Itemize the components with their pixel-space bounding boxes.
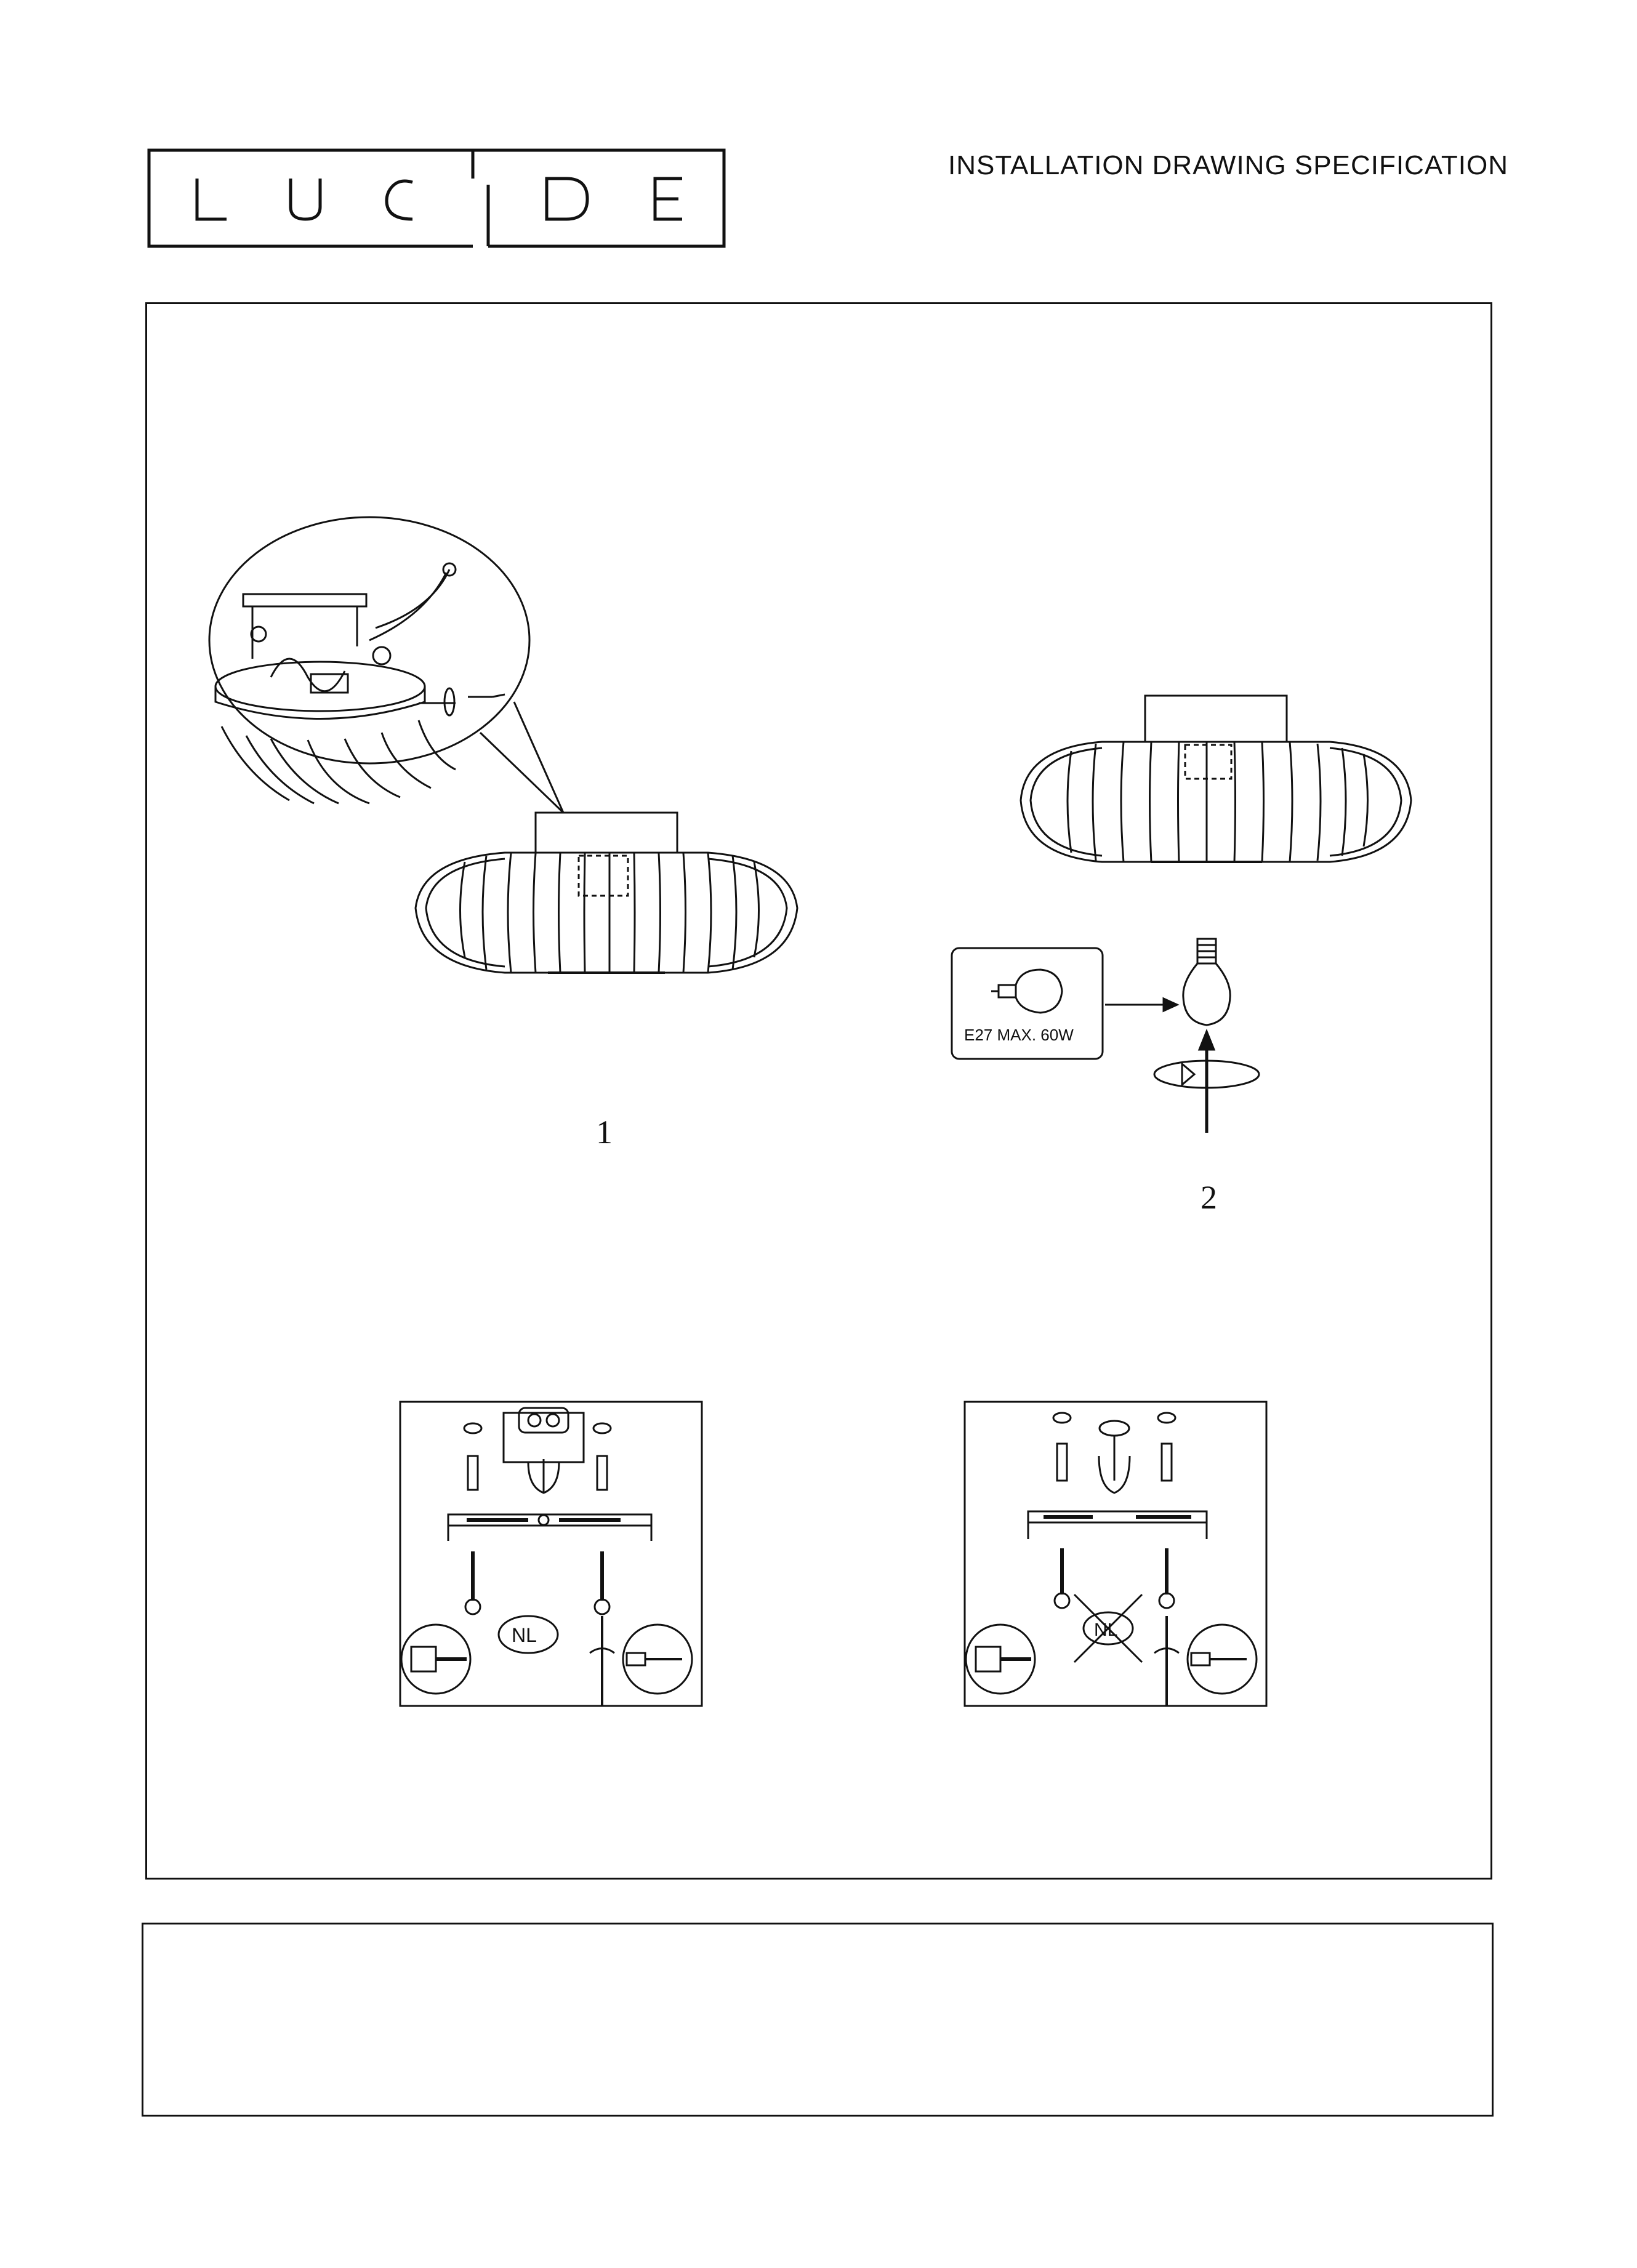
- mounting-diagram-left: [399, 1401, 703, 1707]
- bulb-spec-label: E27 MAX. 60W: [964, 1026, 1074, 1044]
- step2-number: 2: [1201, 1179, 1217, 1216]
- step1-number: 1: [596, 1114, 613, 1151]
- page-title: INSTALLATION DRAWING SPECIFICATION: [948, 150, 1509, 180]
- mounting-diagram-right: [963, 1401, 1268, 1707]
- brand-logo-text: LUCIDE: [147, 140, 183, 150]
- step1-drawing: [185, 523, 837, 1047]
- step2-drawing: [948, 690, 1416, 1170]
- nl-badge-crossed: NL: [1094, 1620, 1118, 1640]
- nl-badge: NL: [512, 1624, 537, 1646]
- brand-logo: [147, 140, 726, 249]
- notes-box: [142, 1923, 1494, 2117]
